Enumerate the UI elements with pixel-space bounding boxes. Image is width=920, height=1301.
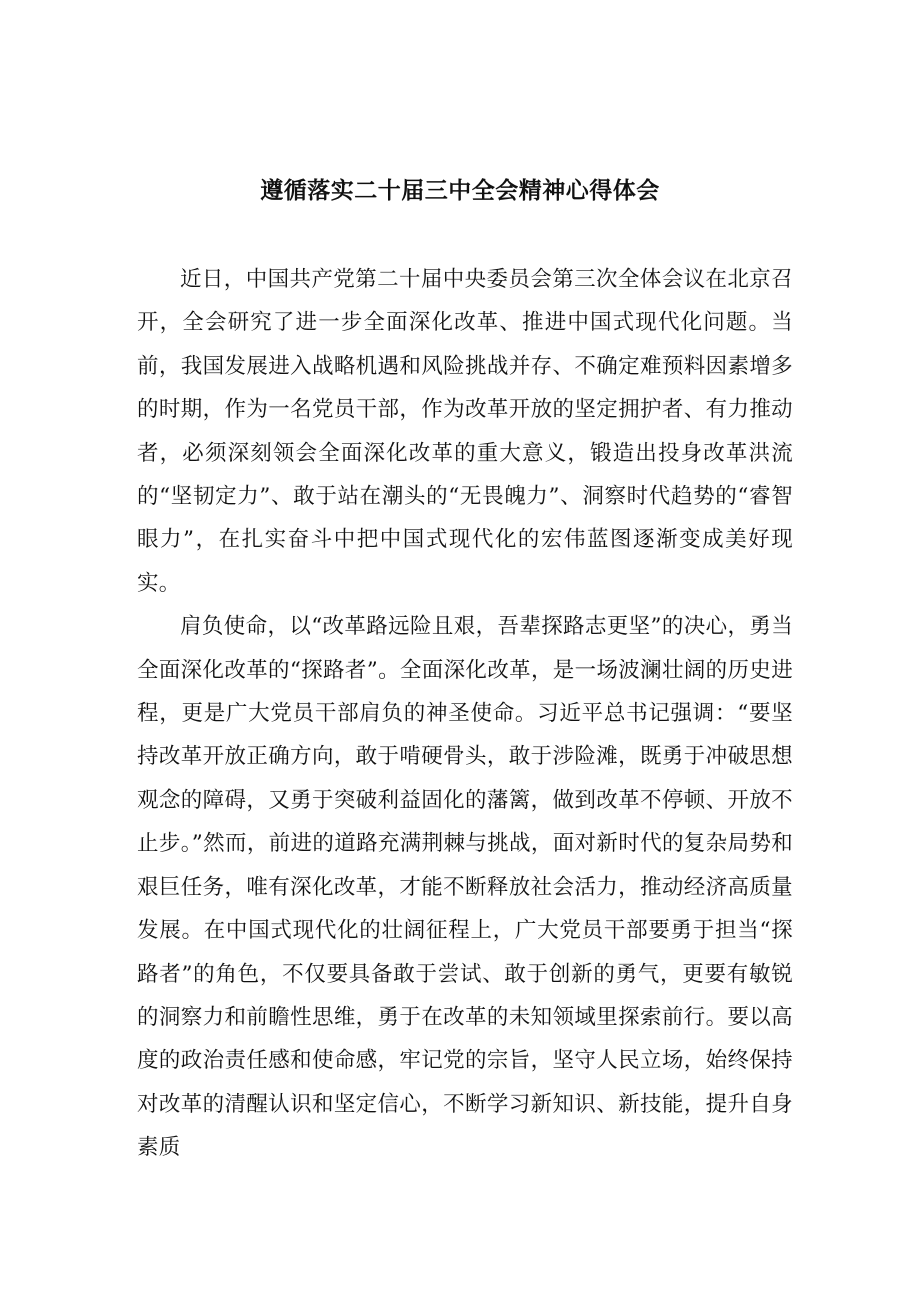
paragraph-mission: 肩负使命，以“改革路远险且艰，吾辈探路志更坚”的决心，勇当全面深化改革的“探路者”。全面深化改革，是一场波澜壮阔的历史进程，更是广大党员干部肩负的神圣使命。习近平总书记强调：“要坚持改革开放正确方向，敢于啃硬骨头，敢于涉险滩，既勇于冲破思想观念的障碍，又勇于突破利益固化的藩篱，做到改革不停顿、开放不止步。”然而，前进的道路充满荆棘与挑战，面对新时代的复杂局势和艰巨任务，唯有深化改革，才能不断释放社会活力，推动经济高质量发展。在中国式现代化的壮阔征程上，广大党员干部要勇于担当“探路者”的角色，不仅要具备敢于尝试、敢于创新的勇气，更要有敏锐的洞察力和前瞻性思维，勇于在改革的未知领域里探索前行。要以高度的政治责任感和使命感，牢记党的宗旨，坚守人民立场，始终保持对改革的清醒认识和坚定信心，不断学习新知识、新技能，提升自身素质	[137, 614, 793, 1161]
paragraph-intro: 近日，中国共产党第二十届中央委员会第三次全体会议在北京召开，全会研究了进一步全面深化改革、推进中国式现代化问题。当前，我国发展进入战略机遇和风险挑战并存、不确定难预料因素增多的时期，作为一名党员干部，作为改革开放的坚定拥护者、有力推动者，必须深刻领会全面深化改革的重大意义，锻造出投身改革洪流的“坚韧定力”、敢于站在潮头的“无畏魄力”、洞察时代趋势的“睿智眼力”，在扎实奋斗中把中国式现代化的宏伟蓝图逐渐变成美好现实。	[137, 267, 793, 596]
document-body	[137, 258, 793, 1170]
document-title: 遵循落实二十届三中全会精神心得体会	[260, 178, 660, 204]
